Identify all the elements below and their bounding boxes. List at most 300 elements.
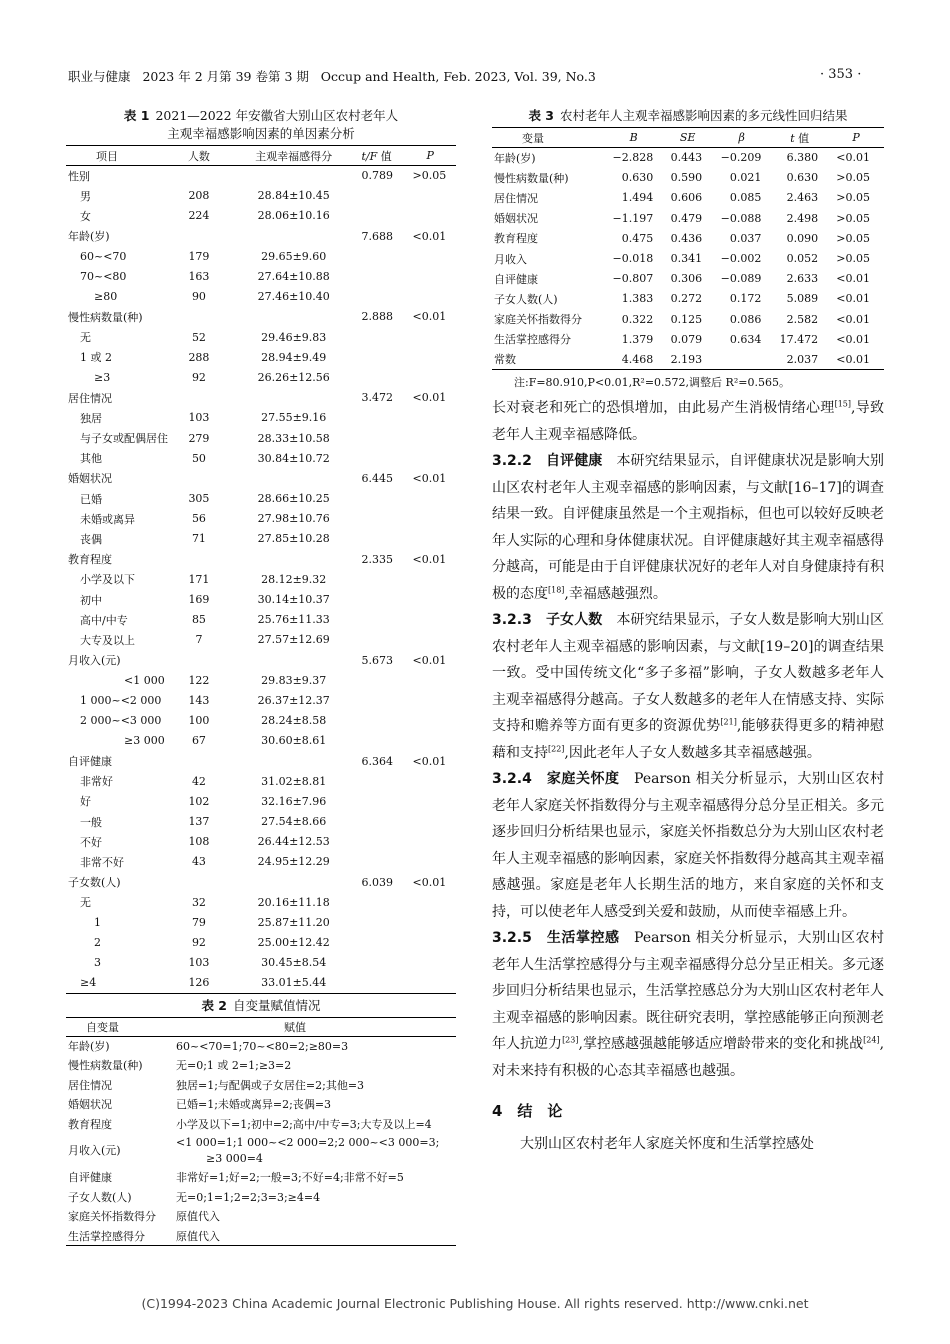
table2-row bbox=[66, 1056, 456, 1076]
table1-cell bbox=[360, 610, 411, 630]
table1-cell bbox=[410, 670, 456, 690]
table1-cell: 慢性病数量(种) bbox=[68, 310, 143, 324]
table1-cell bbox=[170, 468, 228, 488]
table1-row bbox=[66, 287, 456, 307]
table1-cell bbox=[410, 711, 456, 731]
table2-cell: 生活掌控感得分 bbox=[66, 1226, 174, 1246]
table3-cell: >0.05 bbox=[836, 191, 870, 205]
table3-cell: 2.582 bbox=[786, 312, 819, 326]
table1-cell: 32.16±7.96 bbox=[261, 794, 327, 808]
table3-cell: 0.590 bbox=[670, 171, 703, 185]
running-head bbox=[68, 67, 596, 85]
table1-cell: 一般 bbox=[80, 815, 102, 829]
table2-caption bbox=[66, 997, 456, 1015]
table2-cell: 已婚=1;未婚或离异=2;丧偶=3 bbox=[176, 1098, 332, 1112]
table1-row bbox=[66, 428, 456, 448]
table3-cell: 0.606 bbox=[670, 191, 703, 205]
table2-cell: 原值代入 bbox=[176, 1210, 220, 1224]
table3-row bbox=[492, 309, 884, 329]
table3-cell: 0.475 bbox=[621, 231, 654, 245]
table1-cell: 27.85±10.28 bbox=[257, 532, 330, 546]
table1-cell bbox=[410, 791, 456, 811]
table1-cell: 137 bbox=[188, 815, 210, 829]
table1-cell: 好 bbox=[80, 795, 91, 809]
citation: [18] bbox=[548, 584, 565, 594]
table2-cell: 慢性病数量(种) bbox=[68, 1059, 143, 1073]
table1-cell: 1 000~<2 000 bbox=[80, 693, 162, 707]
page-header bbox=[0, 0, 950, 95]
table3-cell: 1.494 bbox=[621, 191, 654, 205]
table1-cell: ≥80 bbox=[94, 290, 118, 304]
table1-cell bbox=[360, 812, 411, 832]
table1-cell: 29.65±9.60 bbox=[261, 249, 327, 263]
table1-cell: 6.364 bbox=[361, 754, 394, 768]
table1-cell bbox=[410, 731, 456, 751]
table1-row bbox=[66, 650, 456, 670]
table1-cell: 其他 bbox=[80, 452, 102, 466]
table3-cell: 0.172 bbox=[729, 292, 762, 306]
table1-cell bbox=[360, 731, 411, 751]
table1-cell: 279 bbox=[188, 431, 210, 445]
table3-cell: −1.197 bbox=[612, 211, 654, 225]
table3-cell: 0.037 bbox=[729, 231, 762, 245]
body-text bbox=[492, 395, 884, 1157]
journal-name-en: Occup and Health, Feb. 2023, Vol. 39, No.3 bbox=[320, 69, 596, 84]
table1-cell: 30.14±10.37 bbox=[257, 593, 330, 607]
table1-cell: 2.888 bbox=[361, 310, 394, 324]
table1-cell bbox=[360, 852, 411, 872]
table2-cell: 自评健康 bbox=[68, 1171, 112, 1185]
table1-cell: >0.05 bbox=[412, 169, 447, 183]
table1-cell: 79 bbox=[191, 916, 206, 930]
table1-cell: 28.66±10.25 bbox=[257, 492, 330, 506]
table1-cell: 143 bbox=[188, 693, 210, 707]
table1-cell bbox=[360, 266, 411, 286]
table1-cell bbox=[170, 388, 228, 408]
table2-cell: 居住情况 bbox=[68, 1078, 112, 1092]
table1-cell: 6.039 bbox=[361, 875, 394, 889]
table1-cell bbox=[410, 953, 456, 973]
table1-cell: 28.84±10.45 bbox=[257, 189, 330, 203]
section-heading: 3.2.4 家庭关怀度 bbox=[492, 771, 620, 788]
table1-cell bbox=[228, 872, 360, 892]
table3-cell: 0.090 bbox=[786, 231, 819, 245]
table1-cell bbox=[410, 630, 456, 650]
table1-row bbox=[66, 690, 456, 710]
table3-cell: −2.828 bbox=[612, 151, 654, 165]
table1-cell bbox=[360, 347, 411, 367]
table1-cell bbox=[410, 973, 456, 993]
table1-cell: 与子女或配偶居住 bbox=[80, 432, 168, 446]
table1-cell: 24.95±12.29 bbox=[257, 855, 330, 869]
table1-row bbox=[66, 307, 456, 327]
table1-header-cell: 项目 bbox=[66, 146, 170, 166]
table3-cell: 教育程度 bbox=[494, 232, 538, 246]
table1-title-line2: 主观幸福感影响因素的单因素分析 bbox=[167, 126, 355, 141]
table3-header-cell: t 值 bbox=[771, 128, 828, 148]
table1-cell: 169 bbox=[188, 593, 210, 607]
table1-cell: 28.06±10.16 bbox=[257, 209, 330, 223]
table1-cell: 28.94±9.49 bbox=[261, 350, 327, 364]
table1-row bbox=[66, 509, 456, 529]
table1-cell: 性别 bbox=[68, 169, 90, 183]
table3-cell: 2.633 bbox=[786, 272, 819, 286]
table1-row bbox=[66, 812, 456, 832]
table3-header-cell: P bbox=[828, 128, 884, 148]
table2-row bbox=[66, 1134, 456, 1168]
table1-row bbox=[66, 489, 456, 509]
table3-cell: 0.630 bbox=[621, 171, 654, 185]
table1-cell bbox=[228, 388, 360, 408]
table1-cell: 3 bbox=[94, 956, 101, 970]
table3-cell: 0.634 bbox=[729, 332, 762, 346]
table1-cell: <0.01 bbox=[412, 310, 447, 324]
table1-cell bbox=[360, 589, 411, 609]
table3-cell: 居住情况 bbox=[494, 191, 538, 205]
table1-cell bbox=[410, 771, 456, 791]
table1-cell: <0.01 bbox=[412, 653, 447, 667]
table1-cell bbox=[360, 791, 411, 811]
table3 bbox=[492, 127, 884, 370]
table3-header-cell: β bbox=[712, 128, 771, 148]
table1-cell bbox=[410, 529, 456, 549]
table1-cell bbox=[170, 226, 228, 246]
table1-cell bbox=[228, 650, 360, 670]
table3-cell: <0.01 bbox=[836, 272, 870, 286]
section-4-text: 大别山区农村老年人家庭关怀度和生活掌控感处 bbox=[492, 1135, 814, 1152]
section-3-2-2: 3.2.2 自评健康 本研究结果显示，自评健康状况是影响大别山区农村老年人主观幸福感的影响因素，与文献[16–17]的调查结果一致。自评健康虽然是一个主观指标，但也可以较好反映老年人实际的心理和身体健康状况。自评健康越好其主观幸福感得分越高，可能是由于自评健康状况好的老年人对自身健康持有积极的态度[18],幸福感越强烈。 bbox=[492, 453, 884, 602]
table3-cell: 常数 bbox=[492, 349, 604, 369]
table1-row bbox=[66, 569, 456, 589]
table1-cell: 30.45±8.54 bbox=[261, 956, 327, 970]
table1-cell: 初中 bbox=[80, 593, 102, 607]
table3-cell: 0.021 bbox=[729, 171, 762, 185]
table1-cell: 5.673 bbox=[361, 653, 394, 667]
table3-cell: 2.037 bbox=[771, 349, 828, 369]
table3-cell: −0.018 bbox=[612, 252, 654, 266]
table3-row bbox=[492, 188, 884, 208]
table3-row bbox=[492, 228, 884, 248]
table1-cell bbox=[228, 166, 360, 186]
table3-label: 表 3 bbox=[528, 108, 555, 123]
table1-cell: 305 bbox=[188, 492, 210, 506]
table3-cell: 0.479 bbox=[670, 211, 703, 225]
table2-cell: 家庭关怀指数得分 bbox=[68, 1210, 156, 1224]
table1-cell bbox=[410, 892, 456, 912]
table3-row bbox=[492, 148, 884, 168]
table1-cell: 独居 bbox=[80, 411, 102, 425]
table3-cell: 0.306 bbox=[670, 272, 703, 286]
table1-cell: <0.01 bbox=[412, 875, 447, 889]
table3-cell: −0.088 bbox=[720, 211, 762, 225]
table1-cell: <0.01 bbox=[412, 754, 447, 768]
table1-cell: 不好 bbox=[80, 835, 102, 849]
table3-cell: <0.01 bbox=[836, 332, 870, 346]
table1-cell bbox=[410, 186, 456, 206]
table1-row bbox=[66, 610, 456, 630]
table1-cell: 已婚 bbox=[80, 492, 102, 506]
table1-cell: 非常好 bbox=[80, 775, 113, 789]
table1-cell bbox=[410, 367, 456, 387]
table3-cell: 0.085 bbox=[729, 191, 762, 205]
table1-row bbox=[66, 953, 456, 973]
table3-row bbox=[492, 289, 884, 309]
table1-row bbox=[66, 388, 456, 408]
table2-header-row bbox=[66, 1017, 456, 1036]
table1-cell: 50 bbox=[191, 451, 206, 465]
table1-row bbox=[66, 166, 456, 186]
table1-cell: 2 000~<3 000 bbox=[80, 714, 162, 728]
table3-cell: 0.630 bbox=[786, 171, 819, 185]
table1-cell bbox=[228, 549, 360, 569]
table1-cell: 2 bbox=[94, 936, 101, 950]
table3-cell: 月收入 bbox=[494, 252, 527, 266]
table1-cell: 居住情况 bbox=[68, 391, 112, 405]
table1-cell: 1 或 2 bbox=[80, 351, 112, 365]
table1-cell: 103 bbox=[188, 956, 210, 970]
table1-header-row bbox=[66, 146, 456, 166]
table3-cell: −0.209 bbox=[720, 151, 762, 165]
table1-cell: 30.60±8.61 bbox=[261, 734, 327, 748]
table1-row bbox=[66, 226, 456, 246]
table3-cell bbox=[712, 349, 771, 369]
table1-cell bbox=[410, 852, 456, 872]
table3-cell: <0.01 bbox=[836, 292, 870, 306]
table1-cell bbox=[410, 610, 456, 630]
table1-cell: 子女数(人) bbox=[68, 876, 121, 890]
table1-cell bbox=[360, 206, 411, 226]
table1-cell bbox=[170, 751, 228, 771]
table1-cell: 男 bbox=[80, 189, 91, 203]
table1-cell: 28.33±10.58 bbox=[257, 431, 330, 445]
section-4-heading: 4 结 论 bbox=[492, 1102, 563, 1121]
table2-cell: 60~<70=1;70~<80=2;≥80=3 bbox=[176, 1039, 349, 1053]
table1-cell: 1 bbox=[94, 916, 101, 930]
table1-cell: 171 bbox=[188, 572, 210, 586]
table1-cell: 非常不好 bbox=[80, 855, 124, 869]
table1-cell: 高中/中专 bbox=[80, 613, 128, 627]
table3-cell: <0.01 bbox=[836, 151, 870, 165]
table2-header-cell: 自变量 bbox=[66, 1017, 174, 1036]
table1-cell bbox=[360, 973, 411, 993]
table3-cell: 生活掌控感得分 bbox=[494, 333, 571, 347]
table3-cell: 0.086 bbox=[729, 312, 762, 326]
table3-cell: 0.443 bbox=[670, 151, 703, 165]
table1-cell: 婚姻状况 bbox=[68, 472, 112, 486]
table3-header-cell: 变量 bbox=[492, 128, 604, 148]
table1-cell bbox=[410, 347, 456, 367]
table1-cell bbox=[410, 206, 456, 226]
copyright-footer: (C)1994-2023 China Academic Journal Electronic Publishing House. All rights reserved. http://www.cnki.net bbox=[141, 1296, 809, 1311]
table1-row bbox=[66, 872, 456, 892]
table1-cell bbox=[360, 428, 411, 448]
table3-row bbox=[492, 269, 884, 289]
table1-cell: 67 bbox=[191, 734, 206, 748]
table3-cell: >0.05 bbox=[836, 171, 870, 185]
table1-row bbox=[66, 529, 456, 549]
table1-cell: 教育程度 bbox=[68, 553, 112, 567]
table1-cell bbox=[360, 832, 411, 852]
table1-cell: 27.64±10.88 bbox=[257, 270, 330, 284]
table2-row bbox=[66, 1075, 456, 1095]
table1-label: 表 1 bbox=[123, 108, 150, 123]
section-heading: 3.2.5 生活掌控感 bbox=[492, 930, 620, 947]
table1-cell: ≥3 bbox=[94, 370, 111, 384]
table1-cell: 2.335 bbox=[361, 552, 394, 566]
table1-cell: 丧偶 bbox=[80, 532, 102, 546]
table1-cell: 3.472 bbox=[361, 391, 394, 405]
left-column bbox=[66, 107, 456, 1246]
table3-cell: 0.079 bbox=[670, 332, 703, 346]
table1-cell bbox=[228, 751, 360, 771]
table1-cell: 42 bbox=[191, 774, 206, 788]
table3-cell: <0.01 bbox=[828, 349, 884, 369]
table1-cell: 32 bbox=[191, 895, 206, 909]
citation: [24] bbox=[863, 1035, 880, 1045]
table3-note: 注:F=80.910,P<0.01,R²=0.572,调整后 R²=0.565。 bbox=[514, 376, 790, 390]
table1-cell: <0.01 bbox=[412, 229, 447, 243]
citation: [21] bbox=[720, 717, 737, 727]
table1-caption bbox=[66, 107, 456, 143]
table1-row bbox=[66, 670, 456, 690]
table3-cell: 2.193 bbox=[663, 349, 712, 369]
table1-cell: 29.46±9.83 bbox=[261, 330, 327, 344]
table1-cell: 71 bbox=[191, 532, 206, 546]
table2-row bbox=[66, 1036, 456, 1056]
table3-row bbox=[492, 168, 884, 188]
table1-cell bbox=[410, 912, 456, 932]
table1-cell: 27.55±9.16 bbox=[261, 411, 327, 425]
table1-cell: 20.16±11.18 bbox=[257, 895, 330, 909]
table1-cell: 28.12±9.32 bbox=[261, 572, 327, 586]
table1-cell bbox=[360, 246, 411, 266]
table2 bbox=[66, 1017, 456, 1247]
table1-cell bbox=[360, 690, 411, 710]
table3-cell: 0.322 bbox=[621, 312, 654, 326]
table1-row bbox=[66, 933, 456, 953]
table1-cell: 26.37±12.37 bbox=[257, 693, 330, 707]
table1-row bbox=[66, 549, 456, 569]
table3-cell: 4.468 bbox=[604, 349, 663, 369]
table1-cell bbox=[410, 933, 456, 953]
table2-row bbox=[66, 1187, 456, 1207]
section-heading: 3.2.3 子女人数 bbox=[492, 612, 603, 629]
paragraph-continuation: 长对衰老和死亡的恐惧增加，由此易产生消极情绪心理[15],导致老年人主观幸福感降低。 bbox=[492, 399, 884, 443]
table1-row bbox=[66, 347, 456, 367]
table1-cell: 25.00±12.42 bbox=[257, 936, 330, 950]
table1-cell bbox=[410, 690, 456, 710]
table3-cell: 自评健康 bbox=[494, 272, 538, 286]
table3-cell: −0.002 bbox=[720, 252, 762, 266]
table1-row bbox=[66, 791, 456, 811]
table2-cell: 独居=1;与配偶或子女居住=2;其他=3 bbox=[176, 1078, 365, 1092]
table1-row bbox=[66, 186, 456, 206]
table1-cell: <0.01 bbox=[412, 552, 447, 566]
table1-cell bbox=[228, 226, 360, 246]
table1-cell: ≥3 000 bbox=[124, 734, 165, 748]
table1-cell bbox=[170, 549, 228, 569]
table3-title: 农村老年人主观幸福感影响因素的多元线性回归结果 bbox=[560, 108, 848, 123]
table1-cell bbox=[360, 408, 411, 428]
table1-cell: 29.83±9.37 bbox=[261, 673, 327, 687]
journal-name-cn: 职业与健康 bbox=[68, 69, 131, 84]
table2-cell: 教育程度 bbox=[68, 1117, 112, 1131]
section-3-2-3: 3.2.3 子女人数 本研究结果显示，子女人数是影响大别山区农村老年人主观幸福感的影响因素，与文献[19–20]的调查结果一致。受中国传统文化“多子多福”影响，子女人数越多老年人主观幸福感得分越高。子女人数越多的老年人在情感支持、实际支持和赡养等方面有更多的资源优势[21],能够获得更多的精神慰藉和支持[22],因此老年人子女人数越多其幸福感越强。 bbox=[492, 612, 885, 761]
table3-cell: 5.089 bbox=[786, 292, 819, 306]
table1-cell: 56 bbox=[191, 512, 206, 526]
table1-cell: 92 bbox=[191, 936, 206, 950]
table1-cell bbox=[170, 166, 228, 186]
table1-row bbox=[66, 468, 456, 488]
table1-cell: <0.01 bbox=[412, 391, 447, 405]
table1-cell bbox=[410, 266, 456, 286]
citation: [15] bbox=[834, 399, 851, 409]
table3-cell: 0.341 bbox=[670, 252, 703, 266]
table1-cell: 224 bbox=[188, 209, 210, 223]
table2-row bbox=[66, 1114, 456, 1134]
table1-cell: 自评健康 bbox=[68, 755, 112, 769]
table1-cell: 25.76±11.33 bbox=[257, 613, 330, 627]
table1-cell bbox=[170, 650, 228, 670]
table1-row bbox=[66, 589, 456, 609]
citation: [22] bbox=[548, 743, 565, 753]
table2-row bbox=[66, 1226, 456, 1246]
table1-cell bbox=[360, 953, 411, 973]
table1-cell bbox=[360, 670, 411, 690]
table1-cell: 33.01±5.44 bbox=[228, 973, 360, 993]
table1-cell: 288 bbox=[188, 350, 210, 364]
table3-cell: >0.05 bbox=[836, 231, 870, 245]
table1-row bbox=[66, 892, 456, 912]
table3-cell: 慢性病数量(种) bbox=[494, 171, 569, 185]
table2-cell: 无=0;1 或 2=1;≥3=2 bbox=[176, 1059, 292, 1073]
table1-cell bbox=[410, 812, 456, 832]
table1-cell: 26.26±12.56 bbox=[257, 370, 330, 384]
table1-header-cell: 人数 bbox=[170, 146, 228, 166]
table1-header-cell: 主观幸福感得分 bbox=[228, 146, 360, 166]
table1-cell bbox=[360, 933, 411, 953]
table1-row bbox=[66, 327, 456, 347]
table1-cell: 90 bbox=[191, 290, 206, 304]
table1-cell bbox=[170, 872, 228, 892]
table1-cell bbox=[360, 892, 411, 912]
table1-cell: 无 bbox=[80, 331, 91, 345]
table1-cell: 小学及以下 bbox=[80, 573, 135, 587]
table1-row bbox=[66, 852, 456, 872]
table1-cell: 女 bbox=[80, 209, 91, 223]
table1-cell: 122 bbox=[188, 673, 210, 687]
table1-cell bbox=[410, 832, 456, 852]
table1-cell: 未婚或离异 bbox=[80, 512, 135, 526]
table1-cell bbox=[360, 529, 411, 549]
table1-cell bbox=[410, 408, 456, 428]
table1-cell bbox=[360, 367, 411, 387]
table1-cell bbox=[360, 186, 411, 206]
table3-cell: 家庭关怀指数得分 bbox=[494, 313, 582, 327]
table3-cell: 0.436 bbox=[670, 231, 703, 245]
table1-cell: <1 000 bbox=[124, 673, 165, 687]
table1-cell: 27.98±10.76 bbox=[257, 512, 330, 526]
table3-cell: 0.125 bbox=[670, 312, 703, 326]
table1-cell: 100 bbox=[188, 714, 210, 728]
table3-cell: 1.383 bbox=[621, 292, 654, 306]
table1-cell bbox=[360, 509, 411, 529]
table1-cell: 208 bbox=[188, 189, 210, 203]
table1-cell: 27.54±8.66 bbox=[261, 815, 327, 829]
table2-cell: 婚姻状况 bbox=[68, 1098, 112, 1112]
table1-cell: 103 bbox=[188, 411, 210, 425]
table1-cell: 6.445 bbox=[361, 471, 394, 485]
